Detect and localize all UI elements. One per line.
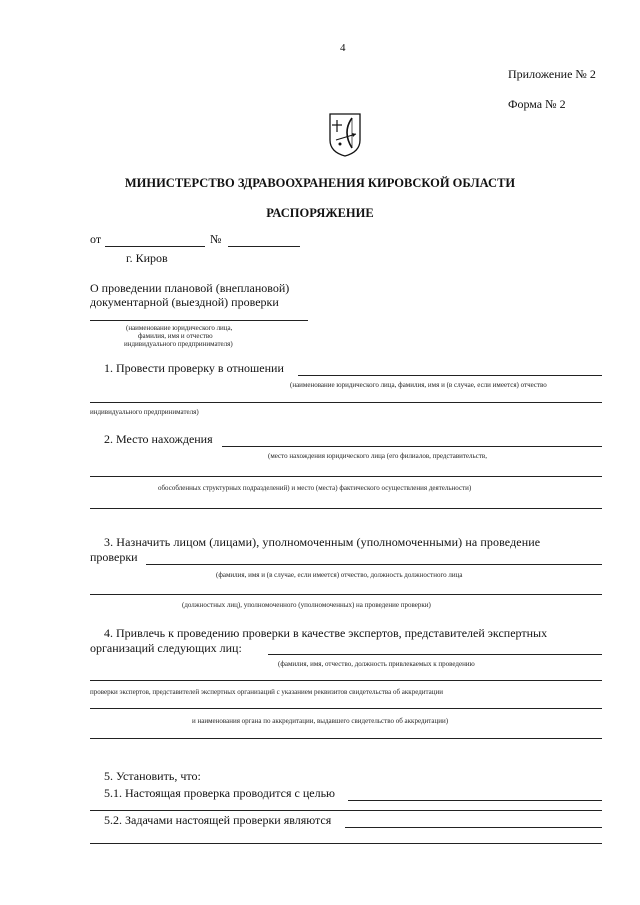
point-5-2-field[interactable] [345,827,602,828]
point-3-caption-1: (фамилия, имя и (в случае, если имеется) отчество, должность должностного лица [216,571,463,579]
subject-entity-field[interactable] [90,320,308,321]
point-5-label: 5. Установить, что: [104,769,201,783]
point-3-caption-2: (должностных лиц), уполномоченного (уполномоченных) на проведение проверки) [182,601,431,609]
point-5-1-field[interactable] [348,800,602,801]
point-2-caption-2: обособленных структурных подразделений) и место (места) фактического осуществления деятельности) [158,484,472,492]
point-3-field-2[interactable] [90,594,602,595]
appendix-label: Приложение № 2 [508,67,596,81]
document-type: РАСПОРЯЖЕНИЕ [266,206,374,220]
point-1-field[interactable] [298,375,602,376]
point-4-line-2: организаций следующих лиц: [90,641,242,655]
subject-caption-2: фамилия, имя и отчество [138,332,213,340]
point-3-field[interactable] [146,564,602,565]
point-4-field[interactable] [268,654,602,655]
point-4-caption-3: и наименования органа по аккредитации, выдавшего свидетельство об аккредитации) [192,717,449,725]
point-1-caption-2: индивидуального предпринимателя) [90,408,199,416]
point-2-caption-1: (место нахождения юридического лица (его филиалов, представительств, [268,452,487,460]
point-5-1-field-2[interactable] [90,810,602,811]
point-1-field-2[interactable] [90,402,602,403]
subject-caption-1: (наименование юридического лица, [126,324,233,332]
point-4-line-1: 4. Привлечь к проведению проверки в качестве экспертов, представителей экспертных [104,626,548,640]
city-label: г. Киров [126,251,168,265]
date-label: от [90,232,102,246]
date-field[interactable] [105,246,205,247]
point-4-field-3[interactable] [90,708,602,709]
point-3-line-1: 3. Назначить лицом (лицами), уполномоченным (уполномоченными) на проведение [104,535,541,549]
number-field[interactable] [228,246,300,247]
number-label: № [210,232,222,246]
subject-line-2: документарной (выездной) проверки [90,295,279,309]
page-number: 4 [340,42,346,54]
point-4-caption-2: проверки экспертов, представителей экспертных организаций с указанием реквизитов свидетельства об аккредитации [90,688,444,696]
point-5-2-field-2[interactable] [90,843,602,844]
point-5-2-label: 5.2. Задачами настоящей проверки являются [104,813,332,827]
coat-of-arms-icon [328,112,362,158]
ministry-title: МИНИСТЕРСТВО ЗДРАВООХРАНЕНИЯ КИРОВСКОЙ ОБЛАСТИ [124,176,516,190]
point-4-field-2[interactable] [90,680,602,681]
point-1-caption-1: (наименование юридического лица, фамилия, имя и (в случае, если имеется) отчество [290,381,547,389]
form-label: Форма № 2 [508,97,566,111]
subject-line-1: О проведении плановой (внеплановой) [90,281,290,295]
point-5-1-label: 5.1. Настоящая проверка проводится с целью [104,786,336,800]
point-2-field[interactable] [222,446,602,447]
point-4-field-4[interactable] [90,738,602,739]
subject-caption-3: индивидуального предпринимателя) [124,340,233,348]
point-2-label: 2. Место нахождения [104,432,213,446]
point-1-label: 1. Провести проверку в отношении [104,361,284,375]
point-2-field-2[interactable] [90,476,602,477]
point-4-caption-1: (фамилия, имя, отчество, должность привлекаемых к проведению [278,660,475,668]
point-2-field-3[interactable] [90,508,602,509]
point-3-line-2: проверки [90,550,138,564]
